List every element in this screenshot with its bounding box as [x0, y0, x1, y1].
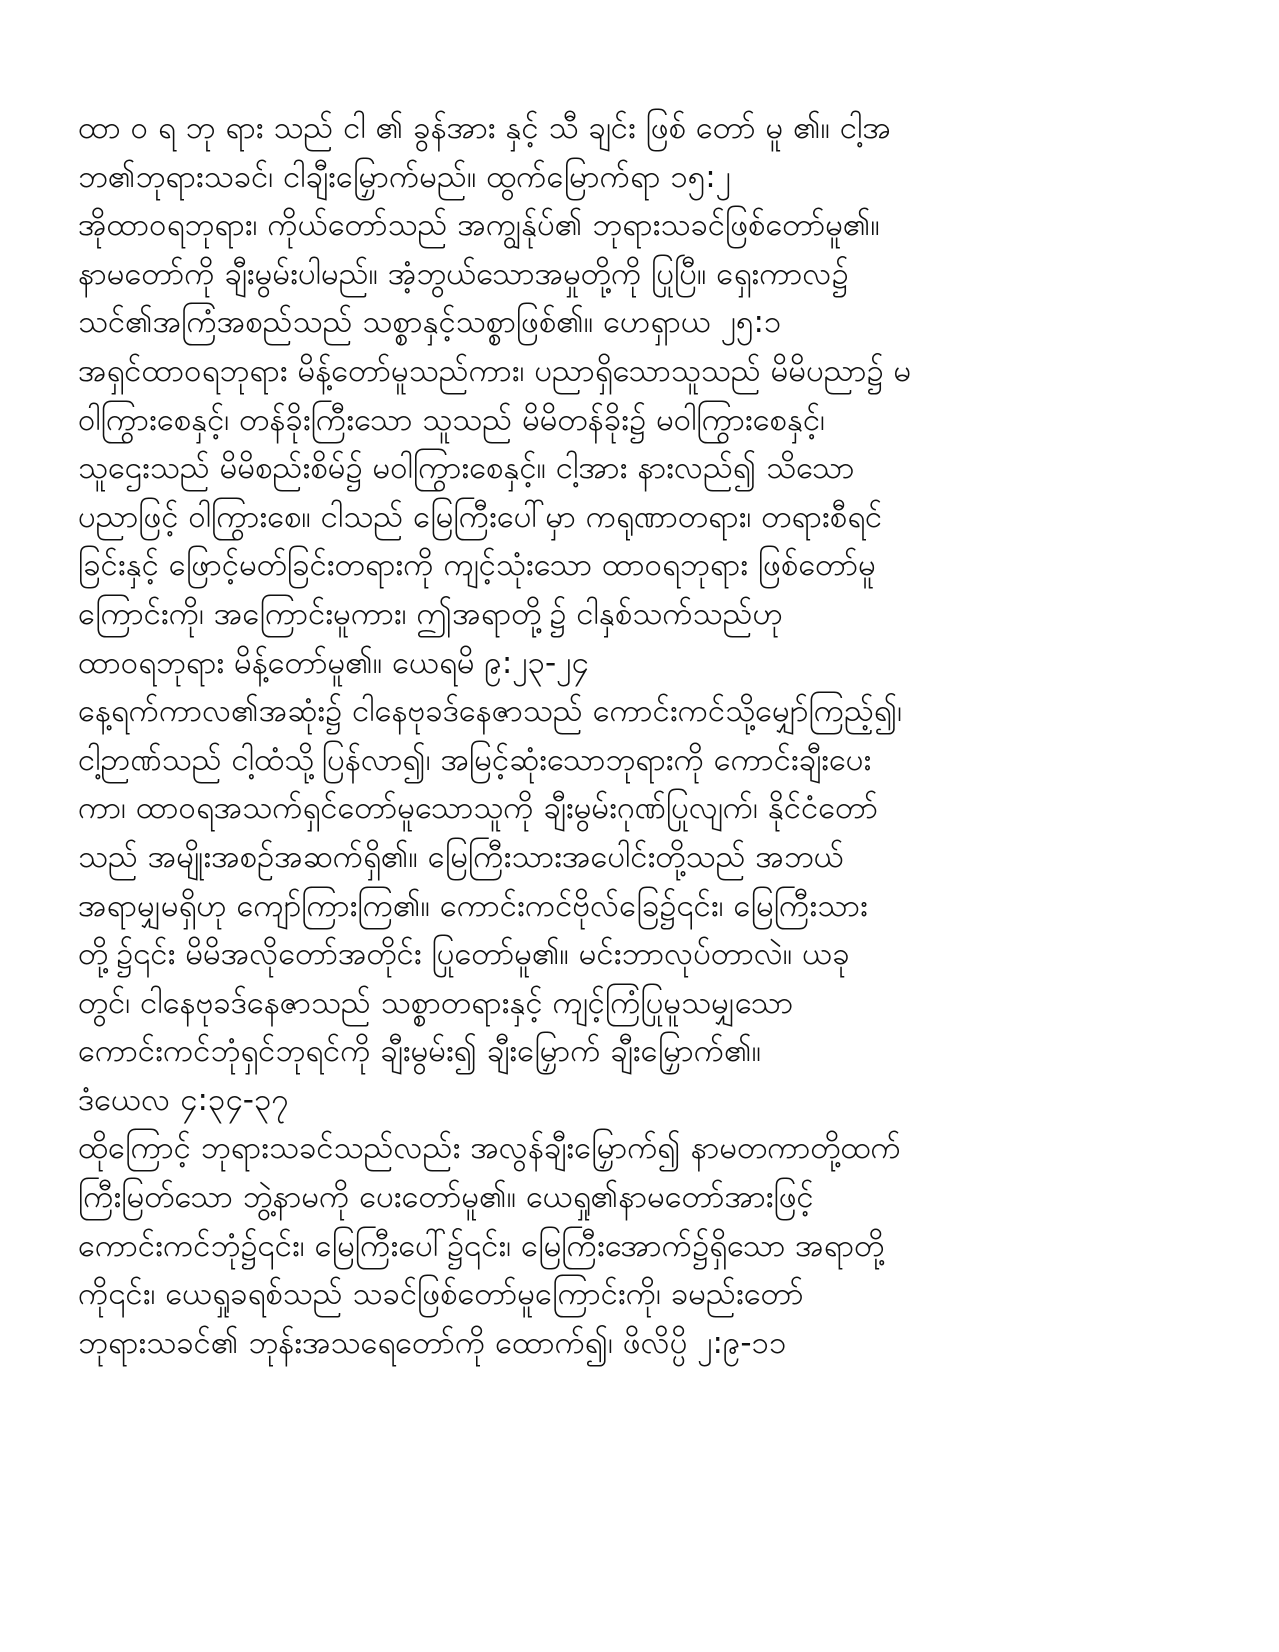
- text-line-1: ထာ ဝ ရ ဘု ရား သည် ငါ ၏ ခွန်အား နှင့် သီ ချင်း ဖြစ် တော် မူ ၏။ ငါ့အ: [78, 110, 891, 146]
- text-line-23: ကြီးမြတ်သော ဘွဲ့နာမကို ပေးတော်မူ၏။ ယေရှု၏နာမတော်အားဖြင့်: [78, 1179, 814, 1216]
- text-line-21: ဒံယေလ ၄:၃၄-၃၇: [78, 1081, 289, 1118]
- text-line-2: ဘ၏ဘုရားသခင်၊ ငါချီးမြှောက်မည်။ ထွက်မြောက်ရာ ၁၅:၂: [78, 158, 731, 195]
- document-page: [78, 104, 1218, 1367]
- text-line-6: အရှင်ထာဝရဘုရား မိန့်တော်မူသည်ကား၊ ပညာရှိသောသူသည် မိမိပညာ၌ မ: [78, 352, 912, 389]
- text-line-9: ပညာဖြင့် ဝါကြွားစေ။ ငါသည် မြေကြီးပေါ်မှာ ကရုဏာတရား၊ တရားစီရင်: [78, 498, 883, 535]
- text-line-19: တွင်၊ ငါနေဗုခဒ်နေဇာသည် သစ္စာတရားနှင့် ကျင့်ကြံပြုမူသမျှသော: [78, 984, 794, 1021]
- text-line-18: တို့၌၎င်း မိမိအလိုတော်အတိုင်း ပြုတော်မူ၏။ မင်းဘာလုပ်တာလဲ။ ယခု: [78, 936, 850, 973]
- text-line-22: ထိုကြောင့် ဘုရားသခင်သည်လည်း အလွန်ချီးမြှောက်၍ နာမတကာတို့ထက်: [78, 1130, 901, 1167]
- text-line-7: ဝါကြွားစေနှင့်၊ တန်ခိုးကြီးသော သူသည် မိမိတန်ခိုး၌ မဝါကြွားစေနှင့်၊: [78, 401, 826, 438]
- text-line-25: ကို၎င်း၊ ယေရှုခရစ်သည် သခင်ဖြစ်တော်မူကြောင်းကို၊ ခမည်းတော်: [78, 1276, 804, 1313]
- text-line-4: နာမတော်ကို ချီးမွမ်းပါမည်။ အံ့ဘွယ်သောအမှုတို့ကို ပြုပြီ။ ရှေးကာလ၌: [78, 255, 849, 292]
- text-line-16: သည် အမျိုးအစဉ်အဆက်ရှိ၏။ မြေကြီးသားအပေါင်းတို့သည် အဘယ်: [78, 838, 844, 875]
- text-line-11: ကြောင်းကို၊ အကြောင်းမူကား၊ ဤအရာတို့၌ ငါနှစ်သက်သည်ဟု: [78, 595, 783, 632]
- text-line-17: အရာမျှမရှိဟု ကျော်ကြားကြ၏။ ကောင်းကင်ဗိုလ်ခြေ၌၎င်း၊ မြေကြီးသား: [78, 887, 868, 924]
- text-line-20: ကောင်းကင်ဘုံရှင်ဘုရင်ကို ချီးမွမ်း၍ ချီးမြှောက် ချီးမြှောက်၏။: [78, 1033, 762, 1070]
- text-line-24: ကောင်းကင်ဘုံ၌၎င်း၊ မြေကြီးပေါ်၌၎င်း၊ မြေကြီးအောက်၌ရှိသော အရာတို့: [78, 1227, 885, 1264]
- text-line-15: ကာ၊ ထာဝရအသက်ရှင်တော်မူသောသူကို ချီးမွမ်းဂုဏ်ပြုလျက်၊ နိုင်ငံတော်: [78, 790, 879, 827]
- text-line-3: အိုထာဝရဘုရား၊ ကိုယ်တော်သည် အကျွန်ုပ်၏ ဘုရားသခင်ဖြစ်တော်မူ၏။: [78, 207, 880, 244]
- text-line-12: ထာဝရဘုရား မိန့်တော်မူ၏။ ယေရမိ ၉:၂၃-၂၄: [78, 644, 589, 681]
- text-line-5: သင်၏အကြံအစည်သည် သစ္စာနှင့်သစ္စာဖြစ်၏။ ဟေရှာယ ၂၅:၁: [78, 304, 782, 341]
- text-line-8: သူဌေးသည် မိမိစည်းစိမ်၌ မဝါကြွားစေနှင့်။ ငါ့အား နားလည်၍ သိသော: [78, 450, 855, 487]
- text-line-14: ငါ့ဉာဏ်သည် ငါ့ထံသို့ပြန်လာ၍၊ အမြင့်ဆုံးသောဘုရားကို ကောင်းချီးပေး: [78, 741, 872, 778]
- text-line-13: နေ့ရက်ကာလ၏အဆုံး၌ ငါနေဗုခဒ်နေဇာသည် ကောင်းကင်သို့မျှော်ကြည့်၍၊: [78, 693, 903, 730]
- text-line-26: ဘုရားသခင်၏ ဘုန်းအသရေတော်ကို ထောက်၍၊ ဖိလိပ္ပိ ၂:၉-၁၁: [78, 1324, 787, 1361]
- text-line-10: ခြင်းနှင့် ဖြောင့်မတ်ခြင်းတရားကို ကျင့်သုံးသော ထာဝရဘုရား ဖြစ်တော်မူ: [78, 547, 876, 584]
